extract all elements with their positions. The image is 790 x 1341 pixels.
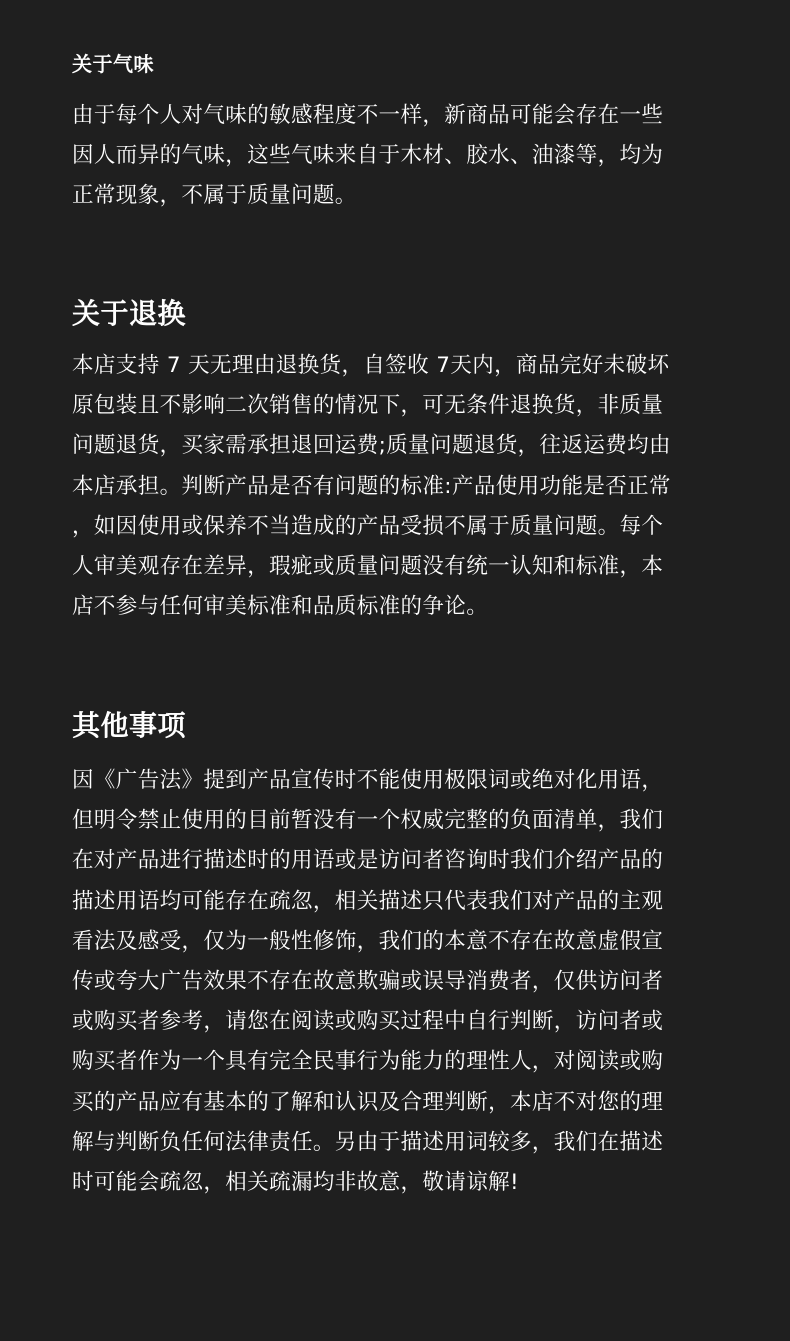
other-paragraph [72,761,722,1203]
paragraph-line: 本店支持 7 天无理由退换货，自签收 7天内，商品完好未破坏 [72,353,670,378]
other-heading: 其他事项 [72,709,187,742]
paragraph-line: 购买者作为一个具有完全民事行为能力的理性人，对阅读或购 [72,1049,664,1075]
paragraph-line: 买的产品应有基本的了解和认识及合理判断，本店不对您的理 [72,1089,664,1115]
other-section [72,708,722,1203]
paragraph-line: 时可能会疏忽，相关疏漏均非故意，敬请谅解! [72,1170,520,1196]
paragraph-line: 问题退货，买家需承担退回运费;质量问题退货，往返运费均由 [72,433,671,459]
paragraph-line: ，如因使用或保养不当造成的产品受损不属于质量问题。每个 [72,513,664,539]
paragraph-line: 因人而异的气味，这些气味来自于木材、胶水、油漆等，均为 [72,143,664,169]
return-paragraph [72,346,722,627]
paragraph-line: 或购买者参考，请您在阅读或购买过程中自行判断，访问者或 [72,1009,664,1035]
return-section [72,296,722,627]
paragraph-line: 描述用语均可能存在疏忽，相关描述只代表我们对产品的主观 [72,888,664,914]
return-heading: 关于退换 [72,297,187,330]
smell-paragraph [72,96,722,217]
smell-heading: 关于气味 [72,52,154,76]
paragraph-line: 但明令禁止使用的目前暂没有一个权威完整的负面清单，我们 [72,808,664,834]
paragraph-line: 在对产品进行描述时的用语或是访问者咨询时我们介绍产品的 [72,848,664,874]
paragraph-line: 因《广告法》提到产品宣传时不能使用极限词或绝对化用语， [72,768,664,793]
paragraph-line: 正常现象，不属于质量问题。 [72,183,357,209]
smell-section [72,50,722,217]
paragraph-line: 人审美观存在差异，瑕疵或质量问题没有统一认知和标准，本 [72,554,664,580]
paragraph-line: 传或夸大广告效果不存在故意欺骗或误导消费者，仅供访问者 [72,969,664,995]
paragraph-line: 看法及感受，仅为一般性修饰，我们的本意不存在故意虚假宣 [72,928,664,954]
paragraph-line: 原包装且不影响二次销售的情况下，可无条件退换货，非质量 [72,393,664,419]
paragraph-line: 解与判断负任何法律责任。另由于描述用词较多，我们在描述 [72,1129,664,1155]
paragraph-line: 店不参与任何审美标准和品质标准的争论。 [72,594,489,620]
paragraph-line: 本店承担。判断产品是否有问题的标准:产品使用功能是否正常 [72,473,671,499]
paragraph-line: 由于每个人对气味的敏感程度不一样，新商品可能会存在一些 [72,103,664,128]
